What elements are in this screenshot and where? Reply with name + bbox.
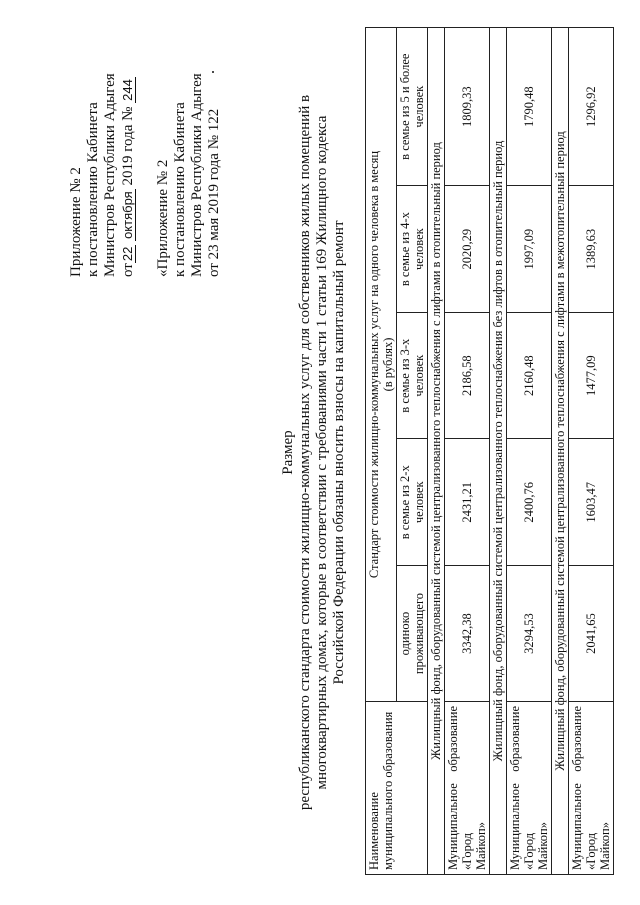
row-2-name: Муниципальное образование «Город Майкоп»	[507, 702, 552, 875]
section-2-title: Жилищный фонд, оборудованный системой централизованного теплоснабжения без лифтов в отопительный период	[490, 28, 507, 875]
section-title-row	[428, 28, 445, 875]
appendix-old-line2: к постановлению Кабинета	[172, 102, 188, 277]
header-municipality: Наименование муниципального образования	[366, 702, 428, 875]
row-3-value-1: 2041,65	[569, 566, 614, 702]
appendix-new-line3: Министров Республики Адыгея	[102, 73, 118, 277]
table-row	[445, 28, 490, 875]
row-2-value-2: 2400,76	[507, 439, 552, 566]
row-1-value-4: 2020,29	[445, 186, 490, 313]
row-1-name: Муниципальное образование «Город Майкоп»	[445, 702, 490, 875]
appendix-old-line4: от 23 мая 2019 года № 122	[206, 108, 222, 277]
subheader-4: в семье из 4-х человек	[397, 186, 428, 313]
row-1-value-2: 2431,21	[445, 439, 490, 566]
subheader-2: в семье из 2-х человек	[397, 439, 428, 566]
appendix-old-line1: «Приложение № 2	[155, 159, 171, 277]
title-line1: Размер	[280, 430, 296, 475]
date-day: 22	[120, 246, 135, 262]
row-1-value-3: 2186,58	[445, 312, 490, 439]
appendix-old-line3: Министров Республики Адыгея	[189, 73, 205, 277]
table-row	[507, 28, 552, 875]
appendix-old	[155, 73, 223, 277]
subheader-3: в семье из 3-х человек	[397, 312, 428, 439]
row-2-value-4: 1997,09	[507, 186, 552, 313]
subheader-5: в семье из 5 и более человек	[397, 28, 428, 186]
row-1-value-5: 1809,33	[445, 28, 490, 186]
title-line4: Российской Федерации обязаны вносить взносы на капитальный ремонт	[331, 220, 347, 685]
standard-table	[365, 27, 614, 875]
table-row	[569, 28, 614, 875]
row-3-value-2: 1603,47	[569, 439, 614, 566]
row-2-value-5: 1790,48	[507, 28, 552, 186]
document-title	[280, 20, 348, 885]
row-3-value-5: 1296,92	[569, 28, 614, 186]
section-title-row	[552, 28, 569, 875]
section-3-title: Жилищный фонд, оборудованный системой централизованного теплоснабжения с лифтами в межотопительный период	[552, 28, 569, 875]
appendix-new-line1: Приложение № 2	[68, 167, 84, 277]
row-3-value-3: 1477,09	[569, 312, 614, 439]
date-number: 244	[120, 79, 135, 101]
title-line2: республиканского стандарта стоимости жилищно-коммунальных услуг для собственников жилых помещений в	[297, 94, 313, 811]
section-title-row	[490, 28, 507, 875]
title-line3: многоквартирных домах, которые в соответствии с требованиями части 1 статьи 169 Жилищного кодекса	[314, 115, 330, 790]
row-3-name: Муниципальное образование «Город Майкоп»	[569, 702, 614, 875]
appendix-new-line2: к постановлению Кабинета	[85, 102, 101, 277]
row-2-value-3: 2160,48	[507, 312, 552, 439]
date-month: октября	[120, 191, 135, 239]
row-3-value-4: 1389,63	[569, 186, 614, 313]
section-1-title: Жилищный фонд, оборудованный системой централизованного теплоснабжения с лифтами в отопительный период	[428, 28, 445, 875]
appendix-new	[68, 73, 137, 277]
appendix-new-date: от22 октября 2019 года № 244	[120, 79, 136, 277]
row-1-value-1: 3342,38	[445, 566, 490, 702]
header-row-1	[366, 28, 397, 875]
subheader-1: одиноко проживающего	[397, 566, 428, 702]
row-2-value-1: 3294,53	[507, 566, 552, 702]
header-standard: Стандарт стоимости жилищно-коммунальных услуг на одного человека в месяц (в рублях)	[366, 28, 397, 702]
